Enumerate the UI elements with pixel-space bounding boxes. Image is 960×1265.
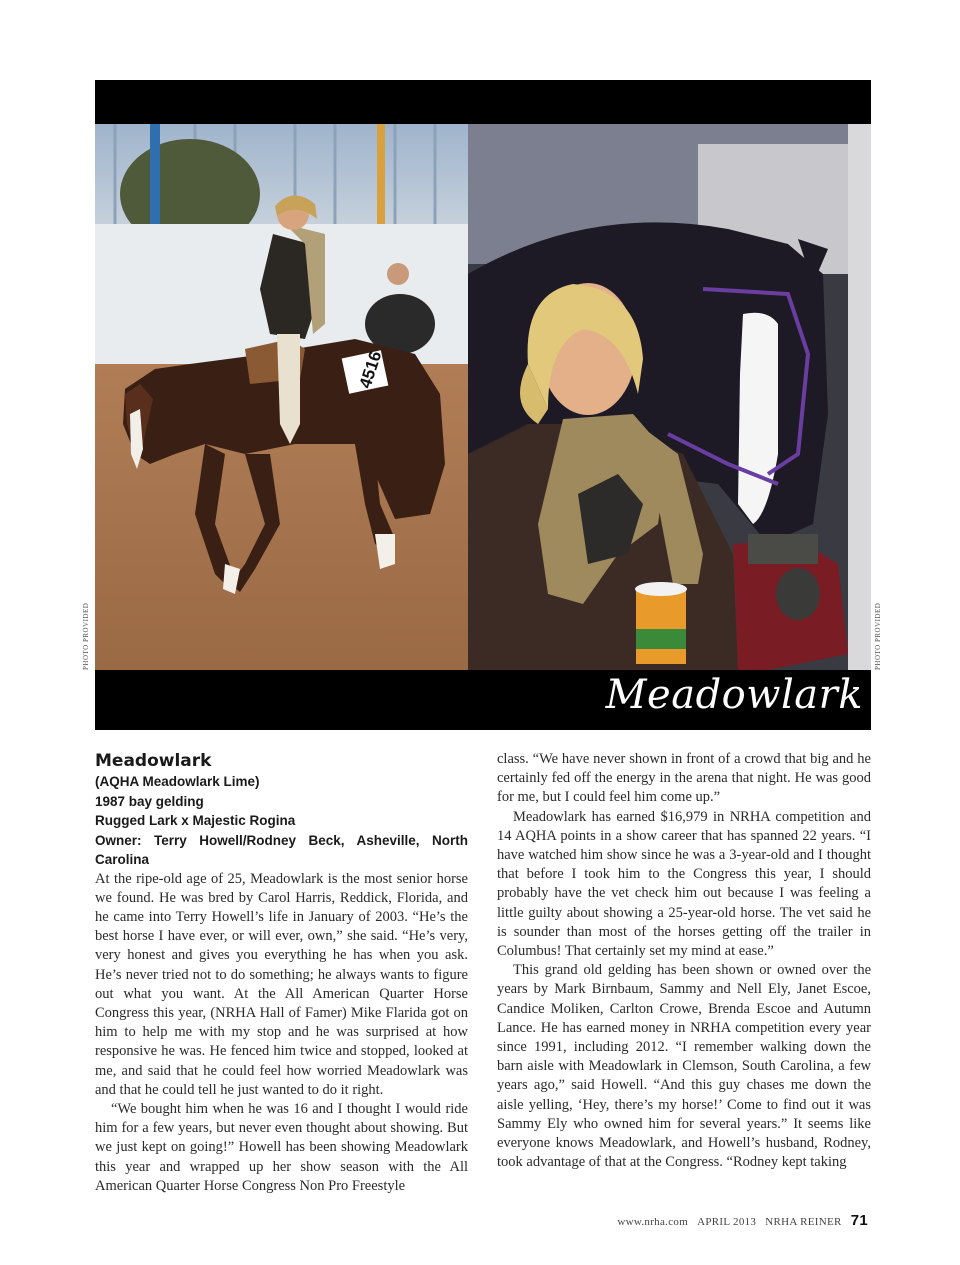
page-footer [611,1212,868,1229]
year-breed: 1987 bay gelding [95,793,204,809]
horse-name-heading: Meadowlark [95,751,212,771]
article-paragraph: Meadowlark has earned $16,979 in NRHA competition and 14 AQHA points in a show career that has spanned 22 years. “I have watched him show since he was a 3-year-old and I thought that before I took him to the Congress this year, I should probably have the vet check him out because I was feeling a little guilty about showing a 25-year-old horse. The vet said he is sounder than most of the horses getting off the trailer in Columbus! That certainly set my mind at ease.” [497,808,871,960]
photo-credit-left: PHOTO PROVIDED [82,602,90,670]
page-number: 71 [850,1212,868,1229]
article-paragraph: “We bought him when he was 16 and I thought I would ride him for a few years, but never even thought about showing. But we just kept on going!” Howell has been showing Meadowlark this year and wrapped up her show season with the All American Quarter Horse Congress Non Pro Freestyle [95,1100,468,1194]
footer-url: www.nrha.com [617,1216,689,1228]
photo-caption-bar [95,670,871,730]
photo-top-bar [95,80,871,124]
footer-date: APRIL 2013 [697,1216,757,1228]
script-title: Meadowlark [605,672,863,718]
registered-name: (AQHA Meadowlark Lime) [95,774,260,789]
article-left-column [95,750,468,1196]
article-paragraph: This grand old gelding has been shown or owned over the years by Mark Birnbaum, Sammy and Nell Ely, Janet Escoe, Candice Moliken, Carlton Crowe, Brenda Escoe and Autumn Lance. He has earned money in NRHA competition every year since 1991, including 2012. “I remember walking down the barn aisle with Meadowlark in Clemson, South Carolina, a few years ago,” said Howell. “And this guy chases me down the aisle yelling, ‘Hey, there’s my horse!’ Come to find out it was Sammy Ely who owned him for several years.” It seems like everyone knows Meadowlark, and Howell’s husband, Rodney, took advantage of that at the Congress. “Rodney kept taking [497,962,871,1171]
footer-publication: NRHA REINER [765,1216,842,1228]
article-right-column [497,750,871,1172]
photo-woman-with-horse [468,124,871,670]
photo-credit-right: PHOTO PROVIDED [874,602,882,670]
saddle-number: 4516 [355,348,386,391]
owner-line: Owner: Terry Howell/Rodney Beck, Asheville, North Carolina [95,832,468,867]
article-paragraph: At the ripe-old age of 25, Meadowlark is the most senior horse we found. He was bred by Carol Harris, Reddick, Florida, and he came into Terry Howell’s life in January of 2003. “He’s the best horse I have ever, or will ever, own,” she said. “He’s very, very honest and gives you everything he has when you ask. He’s never tried not to do something; he always wants to figure out what you want. At the All American Quarter Horse Congress this year, (NRHA Hall of Famer) Mike Flarida got on him to help me with my stop and he was surprised at how responsive he was. He fenced him twice and stopped, looked at me, and said that he could feel how worried Meadowlark was and that he could tell he just wanted to do it right. [95,870,468,1098]
pedigree: Rugged Lark x Majestic Rogina [95,813,296,828]
article-paragraph: class. “We have never shown in front of a crowd that big and he certainly fed off the energy in the arena that night. He was good for me, but I could feel him come up.” [497,751,871,806]
photo-rider-in-arena [95,124,468,670]
